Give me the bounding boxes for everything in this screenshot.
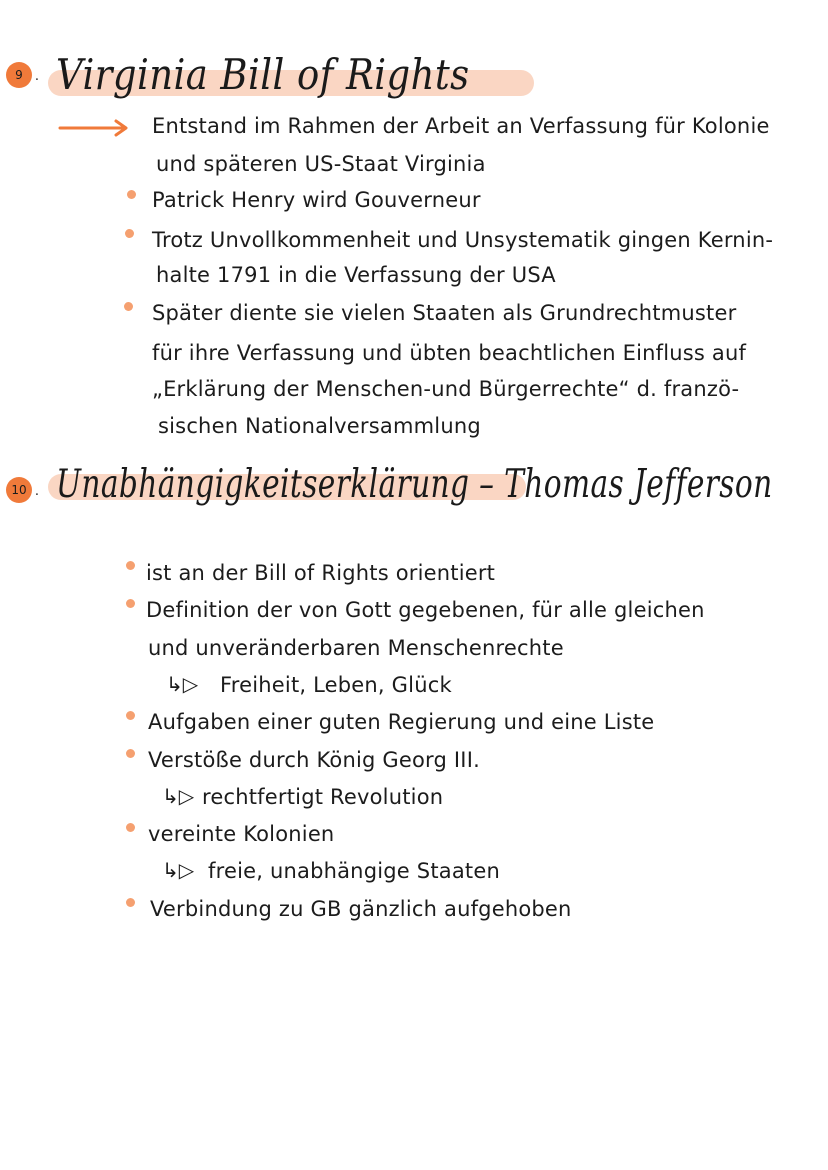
text-line: sischen Nationalversammlung	[158, 414, 481, 438]
text-line: und unveränderbaren Menschenrechte	[148, 636, 564, 660]
sub-arrow-icon: ↳▷	[162, 784, 195, 808]
text-line: Entstand im Rahmen der Arbeit an Verfassung für Kolonie	[152, 114, 770, 138]
bullet-icon	[124, 302, 133, 311]
bullet-icon	[126, 823, 135, 832]
section-number-badge: 10 .	[6, 477, 32, 503]
text-line: Verbindung zu GB gänzlich aufgehoben	[150, 897, 572, 921]
text-line: ist an der Bill of Rights orientiert	[146, 561, 496, 585]
bullet-icon	[125, 229, 134, 238]
bullet-icon	[126, 599, 135, 608]
text-line: halte 1791 in die Verfassung der USA	[156, 263, 556, 287]
text-line: vereinte Kolonien	[148, 822, 335, 846]
text-line: Patrick Henry wird Gouverneur	[152, 188, 481, 212]
section-title: Virginia Bill of Rights	[56, 50, 470, 99]
sub-arrow-icon: ↳▷	[162, 858, 195, 882]
bullet-icon	[126, 749, 135, 758]
text-line: Freiheit, Leben, Glück	[220, 673, 452, 697]
text-line: freie, unabhängige Staaten	[208, 859, 500, 883]
text-line: für ihre Verfassung und übten beachtlichen Einfluss auf	[152, 341, 747, 365]
text-line: Später diente sie vielen Staaten als Grundrechtmuster	[152, 301, 737, 325]
sub-arrow-icon: ↳▷	[166, 672, 199, 696]
text-line: Aufgaben einer guten Regierung und eine Liste	[148, 710, 655, 734]
orange-arrow-icon	[58, 118, 138, 138]
section-number-badge: 9 .	[6, 62, 32, 88]
bullet-icon	[126, 561, 135, 570]
text-line: Trotz Unvollkommenheit und Unsystematik gingen Kernin-	[152, 228, 774, 252]
text-line: Verstöße durch König Georg III.	[148, 748, 480, 772]
section-title: Unabhängigkeitserklärung – Thomas Jefferson	[56, 462, 773, 507]
text-line: rechtfertigt Revolution	[202, 785, 444, 809]
bullet-icon	[127, 190, 136, 199]
text-line: „Erklärung der Menschen-und Bürgerrechte“ d. franzö-	[152, 377, 740, 401]
bullet-icon	[126, 898, 135, 907]
text-line: Definition der von Gott gegebenen, für alle gleichen	[146, 598, 705, 622]
text-line: und späteren US-Staat Virginia	[156, 152, 486, 176]
bullet-icon	[126, 711, 135, 720]
